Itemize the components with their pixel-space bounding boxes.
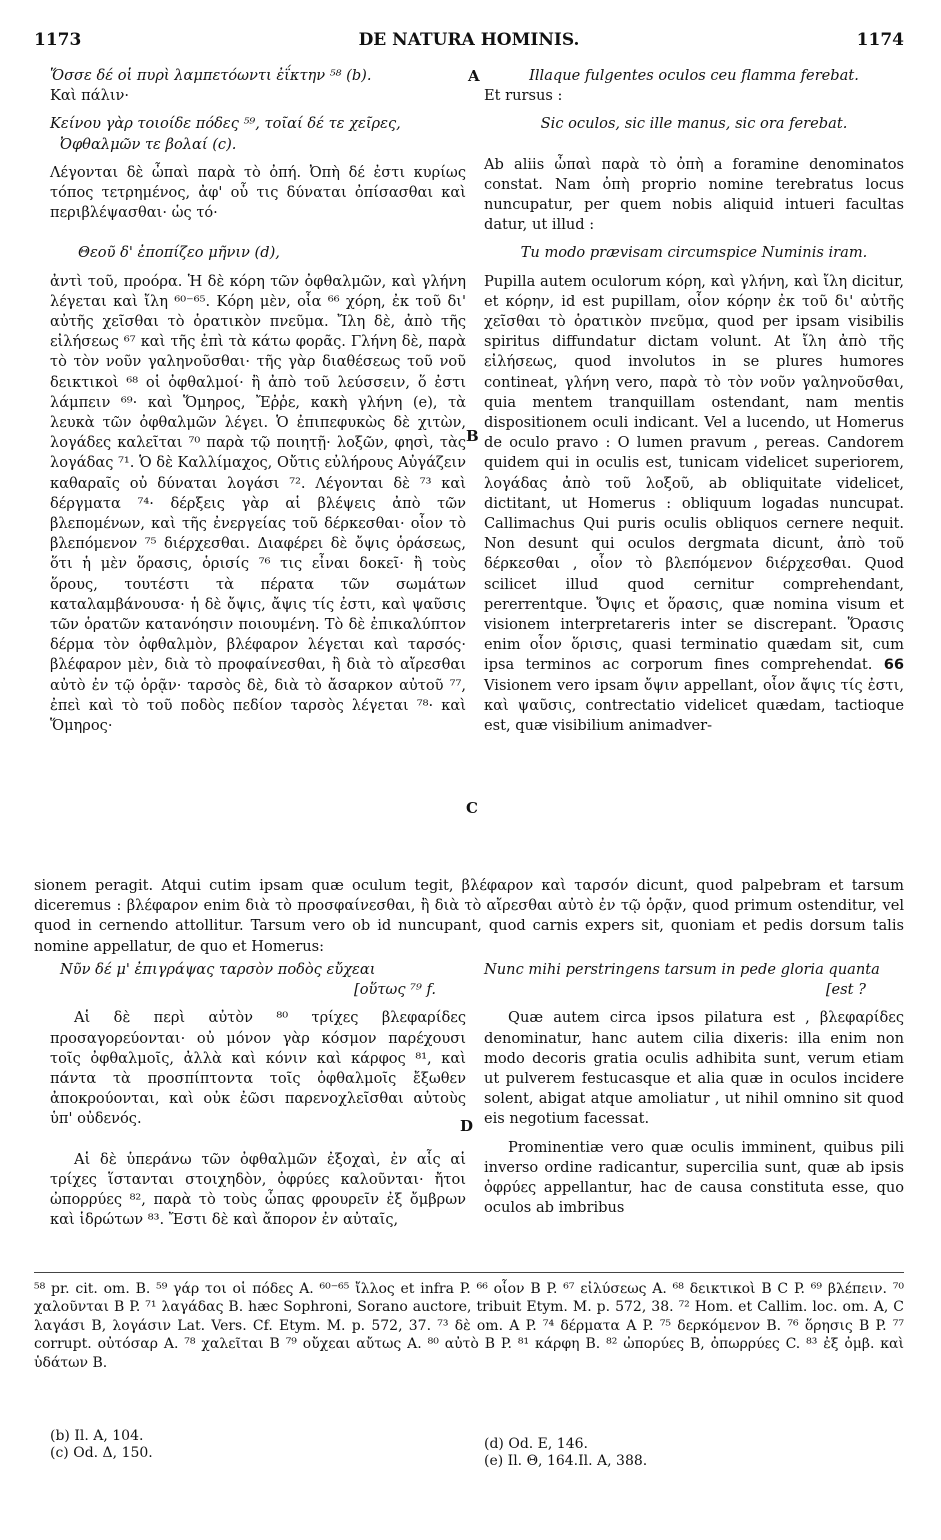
greek-verse-6: Νῦν δέ μ' ἐπιγράψας ταρσὸν ποδὸς εὔχεαι [60,961,376,978]
critical-apparatus-text: ⁵⁸ pr. cit. om. B. ⁵⁹ γάρ τοι οἱ πόδες A. ⁶⁰⁻⁶⁵ ἴλλος et infra P. ⁶⁶ οἷον B P. ⁶⁷ εἰλύσεως A. ⁶⁸ δεικτικοὶ B C P. ⁶⁹ βλέπειν. ⁷⁰ χαλοῦνται B P. ⁷¹ λαγάδας B. hæc Sophroni, Sorano auctore, tribuit Etym. M. p. 572, 38. ⁷² Hom. et Callim. loc. om. A, C λαγάσι B, λογάσιν Lat. Vers. Cf. Etym. M. p. 572, 37. ⁷³ δὲ om. A P. ⁷⁴ δέρματα A P. ⁷⁵ δερκόμενον B. ⁷⁶ ὅρησις B P. ⁷⁷ corrupt. οὐτόσαρ A. ⁷⁸ χαλεῖται B ⁷⁹ οὔχεαι αὔτως A. ⁸⁰ αὐτὸ B P. ⁸¹ κάρφη B. ⁸² ὠπορύες B, ὀπωρρύες C. ⁸³ ἐξ ὀμβ. καὶ ὑδάτων B. [34,1281,904,1371]
reference-b: (b) Il. A, 104. [50,1428,144,1444]
greek-verse-4: Ὀφθαλμῶν τε βολαί (c). [60,135,237,153]
margin-marker-c: C [466,799,478,817]
greek-line-2: Καὶ πάλιν· [50,87,130,105]
full-width-paragraph [34,876,904,957]
running-title: DE NATURA HOMINIS. [358,30,580,50]
latin-verse-6-end: [est ? [825,981,866,999]
latin-line-2: Et rursus : [484,87,563,105]
critical-apparatus [34,1280,904,1372]
margin-marker-b: B [466,427,479,445]
latin-verse-1: Illaque fulgentes oculos ceu flamma ferebat. [529,67,859,84]
latin-verse-5: Tu modo prævisam circumspice Numinis iram. [520,244,868,262]
latin-verse-3: Sic oculos, sic ille manus, sic ora ferebat. [540,115,848,133]
greek-paragraph-3: Αἱ δὲ περὶ αὐτὸν ⁸⁰ τρίχες βλεφαρίδες προσαγορεύονται· οὐ μόνον γὰρ κόσμον παρέχουσι τοῖς ὀφθαλμοῖς, ἀλλὰ καὶ κόνιν καὶ κάρφος ⁸¹, καὶ πάντα τὰ προσπίπτοντα τοῖς ὀφθαλμοῖς ἔξωθεν ἀποκρούονται, καὶ οὐκ ἐῶσι παρενοχλεῖσθαι αὐτοὺς ὑπ' οὐδενός. [50,1009,466,1128]
latin-paragraph-4: Prominentiæ vero quæ oculis imminent, quibus pili inverso ordine radicantur, supercilia sunt, quæ ab ipsis ὀφρύες appellantur, hac de causa constituta esse, quo oculos ab imbribus [484,1138,904,1217]
greek-verse-5: Θεοῦ δ' ἐποπίζεο μῆνιν (d), [78,244,280,262]
latin-column-lower [484,960,904,1218]
greek-paragraph-2: ἀντὶ τοῦ, προόρα. Ἡ δὲ κόρη τῶν ὀφθαλμῶν, καὶ γλήνη λέγεται καὶ ἴλη ⁶⁰⁻⁶⁵. Κόρη μὲν, οἷα ⁶⁶ χόρη, ἐκ τοῦ δι' αὐτῆς χεῖσθαι τὸ ὁρατικὸν πνεῦμα. Ἴλη δὲ, ἀπὸ τῆς εἰλήσεως ⁶⁷ καὶ τῆς ἐπὶ τὰ κάτω φορᾶς. Γλήνη δὲ, παρὰ τὸ τὸν νοῦν γαληνοῦσθαι· τῆς γὰρ διαθέσεως τοῦ νοῦ δεικτικοὶ ⁶⁸ οἱ ὀφθαλμοί· ἢ ἀπὸ τοῦ λεύσσειν, ὅ ἐστι λάμπειν ⁶⁹· καὶ Ὅμηρος, Ἔῤῥε, κακὴ γλήνη (e), τὰ λευκὰ τῶν ὀφθαλμῶν λέγει. Ὁ ἐπιπεφυκὼς δὲ χιτὼν, λογάδες καλεῖται ⁷⁰ παρὰ τῷ ποιητῇ· λοξῶν, φησὶ, τὰς λογάδας ⁷¹. Ὁ δὲ Καλλίμαχος, Οὔτις εὐλήρους Αὐγάζειν καθαραῖς οὐ δύναται λογάσι ⁷². Λέγονται δὲ ⁷³ καὶ δέργματα ⁷⁴· δέρξεις γὰρ αἱ βλέψεις ἀπὸ τῶν βλεπομένων, καὶ τῆς ἐνεργείας τοῦ δέρκεσθαι· οἷον τὸ βλεπόμενον ⁷⁵ διέρχεσθαι. Διαφέρει δὲ ὄψις ὁράσεως, ὅτι ἡ μὲν ὅρασις, ὁρισίς ⁷⁶ τις εἶναι δοκεῖ· ἢ τοὺς ὅρους, τουτέστι τὰ πέρατα τῶν σωμάτων καταλαμβάνουσα· ἡ δὲ ὄψις, ἄψις τίς ἐστι, καὶ ψαῦσις τῶν ὁρατῶν κατανόησιν ποιουμένη. Τὸ δὲ ἐπικαλύπτον δέρμα τὸν ὀφθαλμὸν, βλέφαρον λέγεται καὶ ταρσός· βλέφαρον μὲν, διὰ τὸ προφαίνεσθαι, ἢ διὰ τὸ αἴρεσθαι αὐτὸ ἐν τῷ ὁρᾷν· ταρσὸς δὲ, διὰ τὸ ἄσαρκον αὐτοῦ ⁷⁷, ἐπεὶ καὶ τὸ τοῦ ποδὸς πεδίον ταρσὸς λέγεται ⁷⁸· καὶ Ὅμηρος· [50,272,466,735]
reference-e: (e) Il. Θ, 164.Il. A, 388. [484,1453,648,1469]
latin-paragraph-2-continued: Visionem vero ipsam ὄψιν appellant, οἷον ἄψις τίς ἐστι, καὶ ψαῦσις, contrectatio videlicet quædam, tactioque est, quæ visibilium animadver- [484,676,904,735]
page-header [34,30,904,54]
greek-column [50,66,466,736]
latin-paragraph-1: Ab aliis ὦπαὶ παρὰ τὸ ὀπὴ a foramine denominatos constat. Nam ὀπὴ proprio nomine terebratus locus nuncupatur, per quem nobis aliquid intueri facultas datur, ut illud : [484,155,904,234]
full-width-text: sionem peragit. Atqui cutim ipsam quæ oculum tegit, βλέφαρον καὶ ταρσόν dicunt, quod palpebram et tarsum diceremus : βλέφαρον enim διὰ τὸ προσφαίνεσθαι, ἢ διὰ τὸ αἴρεσθαι αὐτὸ ἐν τῷ ὁρᾷν, quod primum ostenditur, vel quod in cernendo attollitur. Tarsum vero ob id nuncupant, quod carnis expers sit, quoniam et pedis dorsum talis nomine appellatur, de quo et Homerus: [34,877,904,955]
footnote-divider [34,1272,904,1273]
greek-verse-1: Ὅσσε δέ οἱ πυρὶ λαμπετόωντι ἐΐκτην ⁵⁸ (b). [50,67,372,84]
left-page-number: 1173 [34,30,82,50]
latin-paragraph-3: Quæ autem circa ipsos pilatura est , βλεφαρίδες denominatur, hanc autem cilia dixeris: illa enim non modo decoris gratia oculis adhibita sunt, verum etiam ut pulverem festucasque et alia quæ in oculos incidere solent, abigat atque amoliatur , ut nihil omnino sit quod eis negotium facessat. [484,1009,904,1128]
latin-paragraph-2-text: Pupilla autem oculorum κόρη, καὶ γλήνη, καὶ ἴλη dicitur, et κόρην, id est pupillam, οἷον κόρην ἐκ τοῦ δι' αὐτῆς χεῖσθαι τὸ ὁρατικὸν πνεῦμα, quod per ipsam visibilis spiritus diffundatur dictam volunt. At ἴλη ἀπὸ τῆς εἰλήσεως, quod involutos in se plures humores contineat, γλήνη vero, παρὰ τὸ τὸν νοῦν γαληνοῦσθαι, quia mentem tranquillam ostendant, nam mentis dispositionem oculi indicant. Vel a lucendo, ut Homerus de oculo pravo : O lumen pravum , pereas. Candorem quidem qui in oculis est, tunicam videlicet superiorem, λογάδας ἀπὸ τοῦ λοξοῦ, ab obliquitate videlicet, dictitant, ut Homerus : obliquum logadas nuncupat. Callimachus Qui puris oculis obliquos cernere nequit. Non desunt qui oculos dergmata dicunt, ἀπὸ τοῦ δέρκεσθαι , οἷον τὸ βλεπόμενον διέρχεσθαι. Quod scilicet illud quod cernitur comprehendant, pererrentque. Ὄψις et ὅρασις, quæ nomina visum et visionem interpretareris inter se discrepant. Ὅρασις enim οἷον ὅρισις, quasi terminatio quædam sit, cum ipsa terminos ac corporum fines comprehendat. [484,272,904,674]
greek-paragraph-4: Αἱ δὲ ὑπεράνω τῶν ὀφθαλμῶν ἐξοχαὶ, ἐν αἷς αἱ τρίχες ἵστανται στοιχηδὸν, ὀφρύες καλοῦνται· ἤτοι ὠπορρύες ⁸², παρὰ τὸ τοὺς ὦπας φρουρεῖν ἐξ ὄμβρων καὶ ἱδρώτων ⁸³. Ἔστι δὲ καὶ ἄπορον ἐν αὐταῖς, [50,1150,466,1229]
reference-d: (d) Od. E, 146. [484,1436,588,1452]
latin-verse-6: Nunc mihi perstringens tarsum in pede gloria quanta [484,961,880,978]
source-references-left [50,1428,153,1462]
latin-column [484,66,904,736]
greek-verse-3: Κείνου γὰρ τοιοίδε πόδες ⁵⁹, τοῖαί δέ τε χεῖρες, [50,115,401,133]
margin-marker-a: A [468,67,480,85]
reference-c: (c) Od. Δ, 150. [50,1445,153,1461]
greek-verse-6-end: [οὕτως ⁷⁹ f. [354,981,436,999]
greek-column-lower [50,960,466,1230]
right-page-number: 1174 [856,30,904,50]
old-page-number: 66 [883,656,904,674]
greek-paragraph-1: Λέγονται δὲ ὦπαὶ παρὰ τὸ ὀπή. Ὀπὴ δέ ἐστι κυρίως τόπος τετρημένος, ἀφ' οὗ τις δύναται ὀπίσασθαι καὶ περιβλέψασθαι· ὡς τό· [50,163,466,222]
latin-paragraph-2 [484,272,904,737]
margin-marker-d: D [460,1117,474,1135]
source-references-right [484,1436,647,1470]
